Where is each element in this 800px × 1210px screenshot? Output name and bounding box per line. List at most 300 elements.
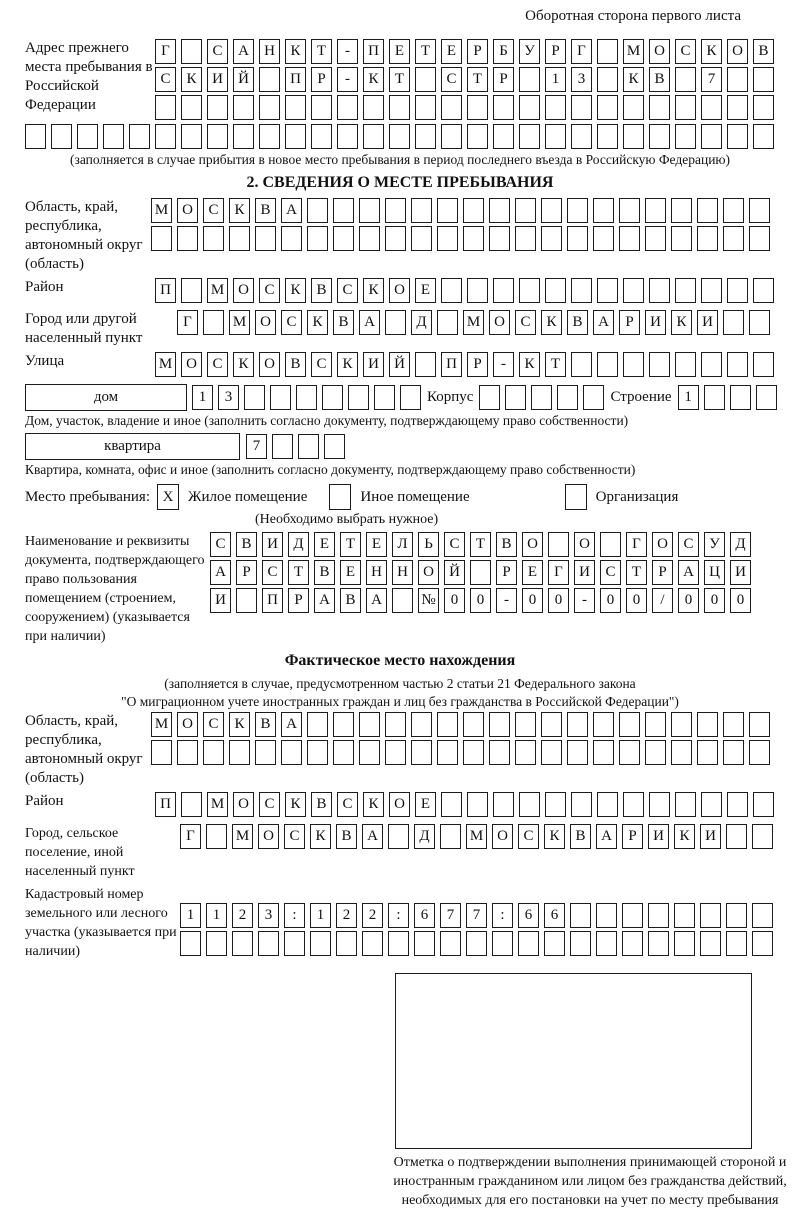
char-cell[interactable]: [619, 740, 640, 765]
char-cell[interactable]: [259, 67, 280, 92]
char-cell[interactable]: О: [652, 532, 673, 557]
char-cell[interactable]: К: [623, 67, 644, 92]
char-cell[interactable]: М: [466, 824, 487, 849]
char-cell[interactable]: М: [623, 39, 644, 64]
char-cell[interactable]: [385, 226, 406, 251]
char-cell[interactable]: 1: [192, 385, 213, 410]
char-cell[interactable]: [181, 95, 202, 120]
char-cell[interactable]: [649, 95, 670, 120]
char-cell[interactable]: [129, 124, 150, 149]
char-cell[interactable]: [463, 198, 484, 223]
char-cell[interactable]: С: [203, 198, 224, 223]
char-cell[interactable]: [749, 310, 770, 335]
char-cell[interactable]: А: [233, 39, 254, 64]
char-cell[interactable]: [489, 712, 510, 737]
char-cell[interactable]: [440, 824, 461, 849]
char-cell[interactable]: Р: [545, 39, 566, 64]
char-cell[interactable]: [727, 95, 748, 120]
char-cell[interactable]: [463, 226, 484, 251]
char-cell[interactable]: [557, 385, 578, 410]
char-cell[interactable]: [752, 931, 773, 956]
char-cell[interactable]: Г: [571, 39, 592, 64]
char-cell[interactable]: 1: [310, 903, 331, 928]
char-cell[interactable]: В: [340, 588, 361, 613]
char-cell[interactable]: [645, 712, 666, 737]
char-cell[interactable]: [207, 124, 228, 149]
char-cell[interactable]: Р: [622, 824, 643, 849]
char-cell[interactable]: :: [284, 903, 305, 928]
char-cell[interactable]: В: [314, 560, 335, 585]
char-cell[interactable]: С: [311, 352, 332, 377]
char-cell[interactable]: [493, 95, 514, 120]
char-cell[interactable]: [756, 385, 777, 410]
char-cell[interactable]: [258, 931, 279, 956]
char-cell[interactable]: 0: [600, 588, 621, 613]
char-cell[interactable]: -: [493, 352, 514, 377]
char-cell[interactable]: М: [207, 792, 228, 817]
char-cell[interactable]: [749, 226, 770, 251]
char-cell[interactable]: [307, 226, 328, 251]
char-cell[interactable]: [593, 226, 614, 251]
char-cell[interactable]: [619, 712, 640, 737]
char-cell[interactable]: М: [229, 310, 250, 335]
char-cell[interactable]: В: [333, 310, 354, 335]
char-cell[interactable]: [181, 792, 202, 817]
char-cell[interactable]: [388, 931, 409, 956]
char-cell[interactable]: М: [207, 278, 228, 303]
char-cell[interactable]: [298, 434, 319, 459]
char-cell[interactable]: [571, 352, 592, 377]
char-cell[interactable]: [726, 931, 747, 956]
char-cell[interactable]: [515, 740, 536, 765]
char-cell[interactable]: [727, 278, 748, 303]
char-cell[interactable]: [479, 385, 500, 410]
char-cell[interactable]: [411, 740, 432, 765]
char-cell[interactable]: [701, 792, 722, 817]
char-cell[interactable]: К: [519, 352, 540, 377]
char-cell[interactable]: Р: [467, 39, 488, 64]
char-cell[interactable]: [570, 903, 591, 928]
char-cell[interactable]: К: [701, 39, 722, 64]
char-cell[interactable]: [727, 67, 748, 92]
char-cell[interactable]: Г: [177, 310, 198, 335]
char-cell[interactable]: [515, 198, 536, 223]
char-cell[interactable]: [181, 124, 202, 149]
char-cell[interactable]: [322, 385, 343, 410]
char-cell[interactable]: -: [337, 67, 358, 92]
char-cell[interactable]: [622, 931, 643, 956]
char-cell[interactable]: [648, 931, 669, 956]
char-cell[interactable]: 0: [626, 588, 647, 613]
char-cell[interactable]: [415, 352, 436, 377]
char-cell[interactable]: 1: [180, 903, 201, 928]
char-cell[interactable]: [362, 931, 383, 956]
char-cell[interactable]: О: [177, 198, 198, 223]
char-cell[interactable]: П: [285, 67, 306, 92]
char-cell[interactable]: В: [567, 310, 588, 335]
char-cell[interactable]: [180, 931, 201, 956]
char-cell[interactable]: С: [337, 278, 358, 303]
char-cell[interactable]: В: [753, 39, 774, 64]
char-cell[interactable]: [623, 278, 644, 303]
char-cell[interactable]: С: [675, 39, 696, 64]
char-cell[interactable]: [597, 67, 618, 92]
char-cell[interactable]: [545, 792, 566, 817]
char-cell[interactable]: К: [337, 352, 358, 377]
char-cell[interactable]: [519, 278, 540, 303]
char-cell[interactable]: 1: [678, 385, 699, 410]
char-cell[interactable]: О: [181, 352, 202, 377]
char-cell[interactable]: Б: [493, 39, 514, 64]
char-cell[interactable]: [727, 352, 748, 377]
char-cell[interactable]: [753, 124, 774, 149]
char-cell[interactable]: [385, 198, 406, 223]
char-cell[interactable]: [441, 95, 462, 120]
char-cell[interactable]: [181, 278, 202, 303]
char-cell[interactable]: К: [674, 824, 695, 849]
char-cell[interactable]: [489, 226, 510, 251]
char-cell[interactable]: [749, 712, 770, 737]
char-cell[interactable]: [25, 124, 46, 149]
char-cell[interactable]: М: [155, 352, 176, 377]
char-cell[interactable]: [505, 385, 526, 410]
char-cell[interactable]: Г: [155, 39, 176, 64]
char-cell[interactable]: [348, 385, 369, 410]
char-cell[interactable]: [697, 226, 718, 251]
char-cell[interactable]: Н: [259, 39, 280, 64]
char-cell[interactable]: [700, 903, 721, 928]
char-cell[interactable]: [307, 740, 328, 765]
char-cell[interactable]: [467, 124, 488, 149]
char-cell[interactable]: У: [704, 532, 725, 557]
char-cell[interactable]: [567, 198, 588, 223]
char-cell[interactable]: К: [363, 278, 384, 303]
char-cell[interactable]: [466, 931, 487, 956]
char-cell[interactable]: С: [284, 824, 305, 849]
char-cell[interactable]: [675, 124, 696, 149]
char-cell[interactable]: П: [363, 39, 384, 64]
char-cell[interactable]: П: [262, 588, 283, 613]
residence-checkbox-dwelling[interactable]: X: [157, 484, 179, 510]
char-cell[interactable]: [281, 226, 302, 251]
char-cell[interactable]: [203, 226, 224, 251]
char-cell[interactable]: [336, 931, 357, 956]
char-cell[interactable]: В: [285, 352, 306, 377]
char-cell[interactable]: [649, 278, 670, 303]
char-cell[interactable]: У: [519, 39, 540, 64]
char-cell[interactable]: [548, 532, 569, 557]
char-cell[interactable]: О: [233, 792, 254, 817]
char-cell[interactable]: 3: [571, 67, 592, 92]
char-cell[interactable]: [726, 903, 747, 928]
char-cell[interactable]: [244, 385, 265, 410]
char-cell[interactable]: [518, 931, 539, 956]
char-cell[interactable]: 0: [678, 588, 699, 613]
char-cell[interactable]: [437, 712, 458, 737]
char-cell[interactable]: К: [285, 278, 306, 303]
char-cell[interactable]: Т: [470, 532, 491, 557]
char-cell[interactable]: [337, 95, 358, 120]
char-cell[interactable]: Т: [340, 532, 361, 557]
char-cell[interactable]: [700, 931, 721, 956]
char-cell[interactable]: [675, 792, 696, 817]
char-cell[interactable]: [671, 712, 692, 737]
char-cell[interactable]: Т: [288, 560, 309, 585]
char-cell[interactable]: [697, 198, 718, 223]
char-cell[interactable]: [400, 385, 421, 410]
char-cell[interactable]: [545, 124, 566, 149]
char-cell[interactable]: [493, 278, 514, 303]
char-cell[interactable]: Д: [414, 824, 435, 849]
char-cell[interactable]: 0: [548, 588, 569, 613]
char-cell[interactable]: [649, 352, 670, 377]
char-cell[interactable]: 7: [246, 434, 267, 459]
char-cell[interactable]: [441, 792, 462, 817]
char-cell[interactable]: [697, 740, 718, 765]
char-cell[interactable]: [596, 931, 617, 956]
char-cell[interactable]: Т: [467, 67, 488, 92]
char-cell[interactable]: [229, 226, 250, 251]
char-cell[interactable]: [623, 95, 644, 120]
char-cell[interactable]: [310, 931, 331, 956]
char-cell[interactable]: [385, 740, 406, 765]
char-cell[interactable]: Р: [652, 560, 673, 585]
char-cell[interactable]: [697, 712, 718, 737]
char-cell[interactable]: [515, 712, 536, 737]
char-cell[interactable]: А: [593, 310, 614, 335]
char-cell[interactable]: Е: [340, 560, 361, 585]
char-cell[interactable]: О: [389, 278, 410, 303]
char-cell[interactable]: 0: [522, 588, 543, 613]
char-cell[interactable]: [206, 824, 227, 849]
char-cell[interactable]: [727, 124, 748, 149]
char-cell[interactable]: [467, 792, 488, 817]
char-cell[interactable]: [259, 124, 280, 149]
char-cell[interactable]: [753, 792, 774, 817]
char-cell[interactable]: [701, 124, 722, 149]
char-cell[interactable]: [206, 931, 227, 956]
char-cell[interactable]: К: [671, 310, 692, 335]
char-cell[interactable]: С: [337, 792, 358, 817]
char-cell[interactable]: Т: [626, 560, 647, 585]
char-cell[interactable]: [324, 434, 345, 459]
char-cell[interactable]: [414, 931, 435, 956]
char-cell[interactable]: -: [496, 588, 517, 613]
char-cell[interactable]: [597, 124, 618, 149]
char-cell[interactable]: Л: [392, 532, 413, 557]
char-cell[interactable]: 2: [232, 903, 253, 928]
char-cell[interactable]: [515, 226, 536, 251]
char-cell[interactable]: [441, 124, 462, 149]
char-cell[interactable]: К: [541, 310, 562, 335]
char-cell[interactable]: [701, 352, 722, 377]
char-cell[interactable]: О: [258, 824, 279, 849]
char-cell[interactable]: С: [281, 310, 302, 335]
char-cell[interactable]: О: [233, 278, 254, 303]
char-cell[interactable]: [593, 740, 614, 765]
char-cell[interactable]: [284, 931, 305, 956]
char-cell[interactable]: [519, 792, 540, 817]
char-cell[interactable]: С: [518, 824, 539, 849]
char-cell[interactable]: Е: [415, 278, 436, 303]
char-cell[interactable]: К: [310, 824, 331, 849]
char-cell[interactable]: О: [418, 560, 439, 585]
char-cell[interactable]: В: [236, 532, 257, 557]
char-cell[interactable]: [463, 740, 484, 765]
char-cell[interactable]: О: [522, 532, 543, 557]
char-cell[interactable]: 1: [206, 903, 227, 928]
char-cell[interactable]: [597, 39, 618, 64]
char-cell[interactable]: [545, 95, 566, 120]
char-cell[interactable]: [385, 310, 406, 335]
char-cell[interactable]: [411, 226, 432, 251]
char-cell[interactable]: [467, 95, 488, 120]
char-cell[interactable]: [229, 740, 250, 765]
char-cell[interactable]: [177, 740, 198, 765]
char-cell[interactable]: [645, 740, 666, 765]
char-cell[interactable]: [541, 712, 562, 737]
char-cell[interactable]: [103, 124, 124, 149]
char-cell[interactable]: [541, 198, 562, 223]
char-cell[interactable]: Г: [548, 560, 569, 585]
char-cell[interactable]: [570, 931, 591, 956]
char-cell[interactable]: [701, 278, 722, 303]
char-cell[interactable]: [463, 712, 484, 737]
char-cell[interactable]: [311, 95, 332, 120]
char-cell[interactable]: [519, 95, 540, 120]
char-cell[interactable]: К: [363, 67, 384, 92]
char-cell[interactable]: С: [259, 278, 280, 303]
char-cell[interactable]: [437, 740, 458, 765]
char-cell[interactable]: [675, 352, 696, 377]
char-cell[interactable]: [281, 740, 302, 765]
char-cell[interactable]: С: [207, 39, 228, 64]
char-cell[interactable]: [411, 198, 432, 223]
char-cell[interactable]: [233, 95, 254, 120]
char-cell[interactable]: Т: [545, 352, 566, 377]
char-cell[interactable]: И: [210, 588, 231, 613]
char-cell[interactable]: О: [649, 39, 670, 64]
char-cell[interactable]: [752, 824, 773, 849]
char-cell[interactable]: М: [232, 824, 253, 849]
char-cell[interactable]: [583, 385, 604, 410]
char-cell[interactable]: [597, 792, 618, 817]
char-cell[interactable]: [544, 931, 565, 956]
char-cell[interactable]: С: [444, 532, 465, 557]
char-cell[interactable]: В: [336, 824, 357, 849]
char-cell[interactable]: Г: [626, 532, 647, 557]
char-cell[interactable]: И: [700, 824, 721, 849]
char-cell[interactable]: [531, 385, 552, 410]
char-cell[interactable]: Р: [311, 67, 332, 92]
char-cell[interactable]: Т: [415, 39, 436, 64]
char-cell[interactable]: К: [229, 198, 250, 223]
char-cell[interactable]: [645, 198, 666, 223]
char-cell[interactable]: [359, 740, 380, 765]
char-cell[interactable]: [726, 824, 747, 849]
char-cell[interactable]: И: [207, 67, 228, 92]
residence-checkbox-organization[interactable]: [565, 484, 587, 510]
char-cell[interactable]: С: [155, 67, 176, 92]
char-cell[interactable]: О: [255, 310, 276, 335]
char-cell[interactable]: С: [678, 532, 699, 557]
char-cell[interactable]: [359, 198, 380, 223]
char-cell[interactable]: [675, 67, 696, 92]
char-cell[interactable]: [645, 226, 666, 251]
char-cell[interactable]: 0: [730, 588, 751, 613]
char-cell[interactable]: [77, 124, 98, 149]
char-cell[interactable]: С: [600, 560, 621, 585]
char-cell[interactable]: [648, 903, 669, 928]
char-cell[interactable]: К: [363, 792, 384, 817]
char-cell[interactable]: 6: [544, 903, 565, 928]
char-cell[interactable]: Е: [314, 532, 335, 557]
char-cell[interactable]: Р: [288, 588, 309, 613]
char-cell[interactable]: [597, 352, 618, 377]
char-cell[interactable]: [363, 95, 384, 120]
char-cell[interactable]: [749, 740, 770, 765]
char-cell[interactable]: [388, 824, 409, 849]
char-cell[interactable]: 1: [545, 67, 566, 92]
char-cell[interactable]: [674, 903, 695, 928]
char-cell[interactable]: [752, 903, 773, 928]
char-cell[interactable]: [723, 712, 744, 737]
char-cell[interactable]: 6: [518, 903, 539, 928]
char-cell[interactable]: [619, 198, 640, 223]
char-cell[interactable]: [730, 385, 751, 410]
char-cell[interactable]: [704, 385, 725, 410]
char-cell[interactable]: [753, 95, 774, 120]
char-cell[interactable]: О: [727, 39, 748, 64]
char-cell[interactable]: -: [574, 588, 595, 613]
char-cell[interactable]: А: [281, 712, 302, 737]
char-cell[interactable]: В: [311, 792, 332, 817]
char-cell[interactable]: [541, 740, 562, 765]
char-cell[interactable]: Н: [392, 560, 413, 585]
char-cell[interactable]: [619, 226, 640, 251]
char-cell[interactable]: [675, 278, 696, 303]
char-cell[interactable]: [437, 310, 458, 335]
char-cell[interactable]: /: [652, 588, 673, 613]
char-cell[interactable]: Е: [366, 532, 387, 557]
char-cell[interactable]: А: [210, 560, 231, 585]
char-cell[interactable]: 2: [362, 903, 383, 928]
char-cell[interactable]: 3: [258, 903, 279, 928]
char-cell[interactable]: С: [262, 560, 283, 585]
char-cell[interactable]: Е: [389, 39, 410, 64]
char-cell[interactable]: [415, 124, 436, 149]
char-cell[interactable]: Д: [730, 532, 751, 557]
char-cell[interactable]: [207, 95, 228, 120]
char-cell[interactable]: П: [155, 278, 176, 303]
char-cell[interactable]: [389, 124, 410, 149]
char-cell[interactable]: И: [574, 560, 595, 585]
char-cell[interactable]: [492, 931, 513, 956]
char-cell[interactable]: 6: [414, 903, 435, 928]
char-cell[interactable]: [232, 931, 253, 956]
char-cell[interactable]: О: [389, 792, 410, 817]
char-cell[interactable]: [333, 712, 354, 737]
char-cell[interactable]: И: [262, 532, 283, 557]
char-cell[interactable]: А: [314, 588, 335, 613]
char-cell[interactable]: Д: [411, 310, 432, 335]
char-cell[interactable]: [392, 588, 413, 613]
char-cell[interactable]: С: [441, 67, 462, 92]
char-cell[interactable]: 7: [440, 903, 461, 928]
char-cell[interactable]: [51, 124, 72, 149]
char-cell[interactable]: Ц: [704, 560, 725, 585]
char-cell[interactable]: К: [229, 712, 250, 737]
